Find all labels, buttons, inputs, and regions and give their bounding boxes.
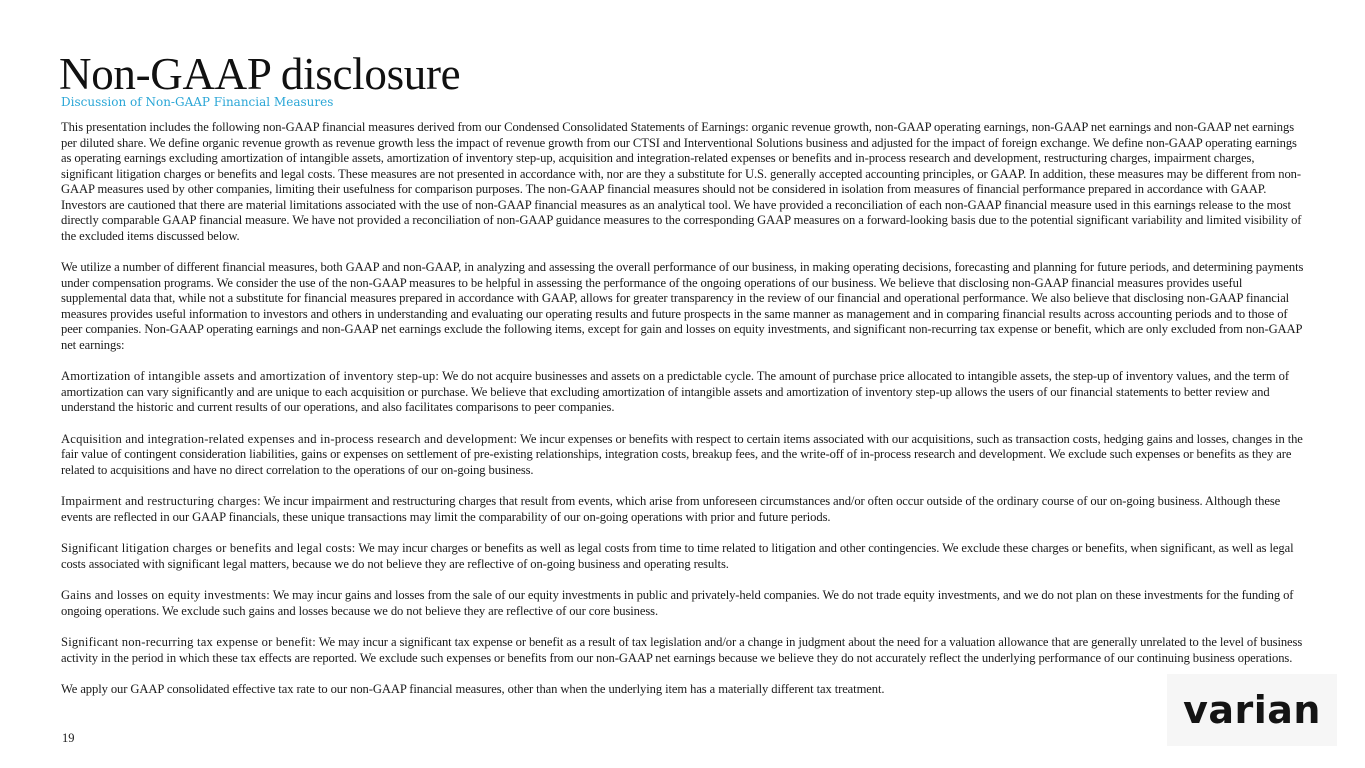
page-subtitle: Discussion of Non-GAAP Financial Measures	[61, 95, 334, 109]
paragraph-amortization-body: We do not acquire businesses and assets on a predictable cycle. The amount of purchase price allocated to intangible assets, the step-up of inventory values, and the term of amortization can vary significantly and are unique to each acquisition or purchase. We believe that excluding amortization of intangible assets and amortization of inventory step-up allows the users of our financial statements to better review and understand the historic and current results of our operations, and also facilitates comparisons to peer companies.	[61, 369, 1289, 414]
paragraph-litigation-body: We may incur charges or benefits as well as legal costs from time to time related to litigation and other contingencies. We exclude these charges or benefits, when significant, as well as legal costs associated with significant legal matters, because we do not believe they are reflective of on-going business and operating results.	[61, 541, 1294, 571]
paragraph-equity-body: We may incur gains and losses from the sale of our equity investments in public and privately-held companies. We do not trade equity investments, and we do not plan on these investments for the funding of ongoing operations. We exclude such gains and losses because we do not believe they are reflective of our core business.	[61, 588, 1294, 618]
paragraph-tax	[61, 635, 1306, 666]
paragraph-equity-lead: Gains and losses on equity investments:	[61, 588, 270, 602]
paragraph-acquisition-body: We incur expenses or benefits with respect to certain items associated with our acquisitions, such as transaction costs, hedging gains and losses, changes in the fair value of contingent consideration liabilities, gains or expenses on settlement of pre-existing relationships, integration costs, breakup fees, and the write-off of in-process research and development. We exclude such expenses or benefits as they are related to acquisitions and have no direct correlation to the operations of our on-going business.	[61, 431, 1303, 477]
page-number: 19	[62, 731, 75, 745]
paragraph-amortization-lead: Amortization of intangible assets and amortization of inventory step-up:	[61, 369, 440, 383]
paragraph-impairment-lead: Impairment and restructuring charges:	[61, 494, 261, 508]
paragraph-tax-body: We may incur a significant tax expense or benefit as a result of tax legislation and/or a change in judgment about the need for a valuation allowance that are generally unrelated to the level of business activity in the period in which these tax effects are reported. We exclude such expenses or benefits from our non-GAAP net earnings because we believe they do not accurately reflect the underlying performance of our continuing business operations.	[61, 635, 1303, 665]
paragraph-litigation	[61, 541, 1306, 572]
disclosure-body	[61, 120, 1306, 714]
paragraph-litigation-lead: Significant litigation charges or benefits and legal costs:	[61, 541, 356, 555]
page-title: Non-GAAP disclosure	[59, 49, 461, 99]
paragraph-usage: We utilize a number of different financial measures, both GAAP and non-GAAP, in analyzing and assessing the overall performance of our business, in making operating decisions, forecasting and planning for future periods, and determining payments under compensation programs. We consider the use of the non-GAAP measures to be helpful in assessing the performance of the ongoing operations of our business. We believe that disclosing non-GAAP financial measures provides useful supplemental data that, while not a substitute for financial measures prepared in accordance with GAAP, allows for greater transparency in the review of our financial and operational performance. We also believe that disclosing non-GAAP financial measures provides useful information to investors and others in understanding and evaluating our operating results and future prospects in the same manner as management and in comparing financial results across accounting periods and to those of peer companies. Non-GAAP operating earnings and non-GAAP net earnings exclude the following items, except for gain and losses on equity investments, and significant non-recurring tax expense or benefit, which are only excluded from non-GAAP net earnings:	[61, 260, 1304, 352]
paragraph-acquisition	[61, 432, 1306, 479]
paragraph-tax-rate: We apply our GAAP consolidated effective tax rate to our non-GAAP financial measures, other than when the underlying item has a materially different tax treatment.	[61, 682, 885, 696]
paragraph-equity	[61, 588, 1306, 619]
paragraph-amortization	[61, 369, 1306, 416]
paragraph-overview: This presentation includes the following non-GAAP financial measures derived from our Condensed Consolidated Statements of Earnings: organic revenue growth, non-GAAP operating earnings, non-GAAP net earnings and non-GAAP net earnings per diluted share. We define organic revenue growth as revenue growth less the impact of revenue growth from our CTSI and Interventional Solutions business and adjusted for the impact of foreign exchange. We define non-GAAP operating earnings as operating earnings excluding amortization of intangible assets, amortization of inventory step-up, acquisition and integration-related expenses or benefits and in-process research and development, restructuring charges, impairment charges, significant litigation charges or benefits and legal costs. These measures are not presented in accordance with, nor are they a substitute for U.S. generally accepted accounting principles, or GAAP. In addition, these measures may be different from non-GAAP measures used by other companies, limiting their usefulness for comparison purposes. The non-GAAP financial measures should not be considered in isolation from measures of financial performance prepared in accordance with GAAP. Investors are cautioned that there are material limitations associated with the use of non-GAAP financial measures as an analytical tool. We have provided a reconciliation of each non-GAAP financial measure used in this earnings release to the most directly comparable GAAP financial measure. We have not provided a reconciliation of non-GAAP guidance measures to the corresponding GAAP measures on a forward-looking basis due to the potential significant variability and limited visibility of the excluded items discussed below.	[61, 120, 1302, 243]
paragraph-tax-lead: Significant non-recurring tax expense or benefit:	[61, 635, 316, 649]
varian-logo	[1167, 674, 1337, 746]
logo-wordmark: varian	[1183, 688, 1321, 732]
paragraph-impairment-body: We incur impairment and restructuring charges that result from events, which arise from unforeseen circumstances and/or often occur outside of the ordinary course of our on-going business. Although these events are reflected in our GAAP financials, these unique transactions may limit the comparability of our on-going operations with prior and future periods.	[61, 494, 1281, 524]
paragraph-impairment	[61, 494, 1306, 525]
paragraph-acquisition-lead: Acquisition and integration-related expenses and in-process research and development:	[61, 431, 518, 446]
